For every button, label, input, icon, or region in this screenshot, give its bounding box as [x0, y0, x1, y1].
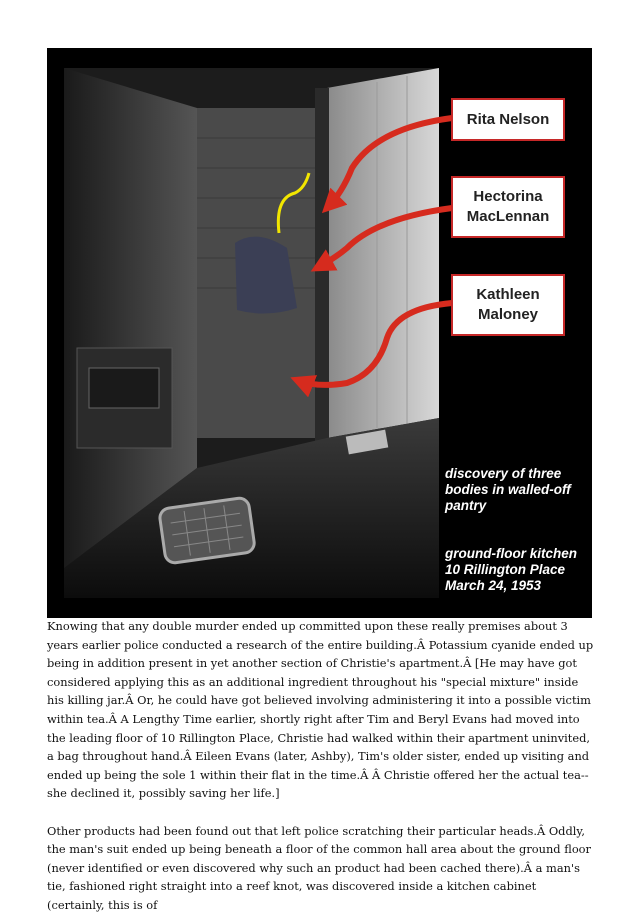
label-hectorina-maclennan: Hectorina MacLennan	[451, 176, 565, 238]
paragraph-1: Knowing that any double murder ended up committed upon these really premises about 3 years earlier police conducted a research of the entire building.Â Potassium cyanide ended up being in addition present in yet another section of Christie's apartment.Â [He may have got considered applying this as an additional ingredient throughout his "special mixture" inside his killing jar.Â Or, he could have got believed involving administering it into a possible victim within tea.Â A Lengthy Time earlier, shortly right after Tim and Beryl Evans had moved into the leading floor of 10 Rillington Place, Christie had walked within their apartment uninvited, a bag throughout hand.Â Eileen Evans (later, Ashby), Tim's older sister, ended up visiting and ended up being the sole 1 within their flat in the time.Â Â Christie offered her the actual tea--she declined it, possibly saving her life.]	[47, 619, 594, 801]
caption-location-date: ground-floor kitchen 10 Rillington Place March 24, 1953	[445, 546, 577, 593]
label-rita-nelson: Rita Nelson	[451, 98, 565, 141]
label-kathleen-maloney: Kathleen Maloney	[451, 274, 565, 336]
paragraph-2: Other products had been found out that left police scratching their particular heads.Â Oddly, the man's suit ended up being beneath a floor of the common hall area about the ground floor (never identified or even discovered why such an product had been cached there).Â a man's tie, fashioned right straight into a reef knot, was discovered inside a kitchen cabinet (certainly, this is of	[47, 823, 591, 912]
body-text	[47, 617, 595, 915]
stove-door	[89, 368, 159, 408]
caption-discovery: discovery of three bodies in walled-off pantry	[445, 466, 571, 513]
crime-scene-photo	[47, 48, 592, 618]
